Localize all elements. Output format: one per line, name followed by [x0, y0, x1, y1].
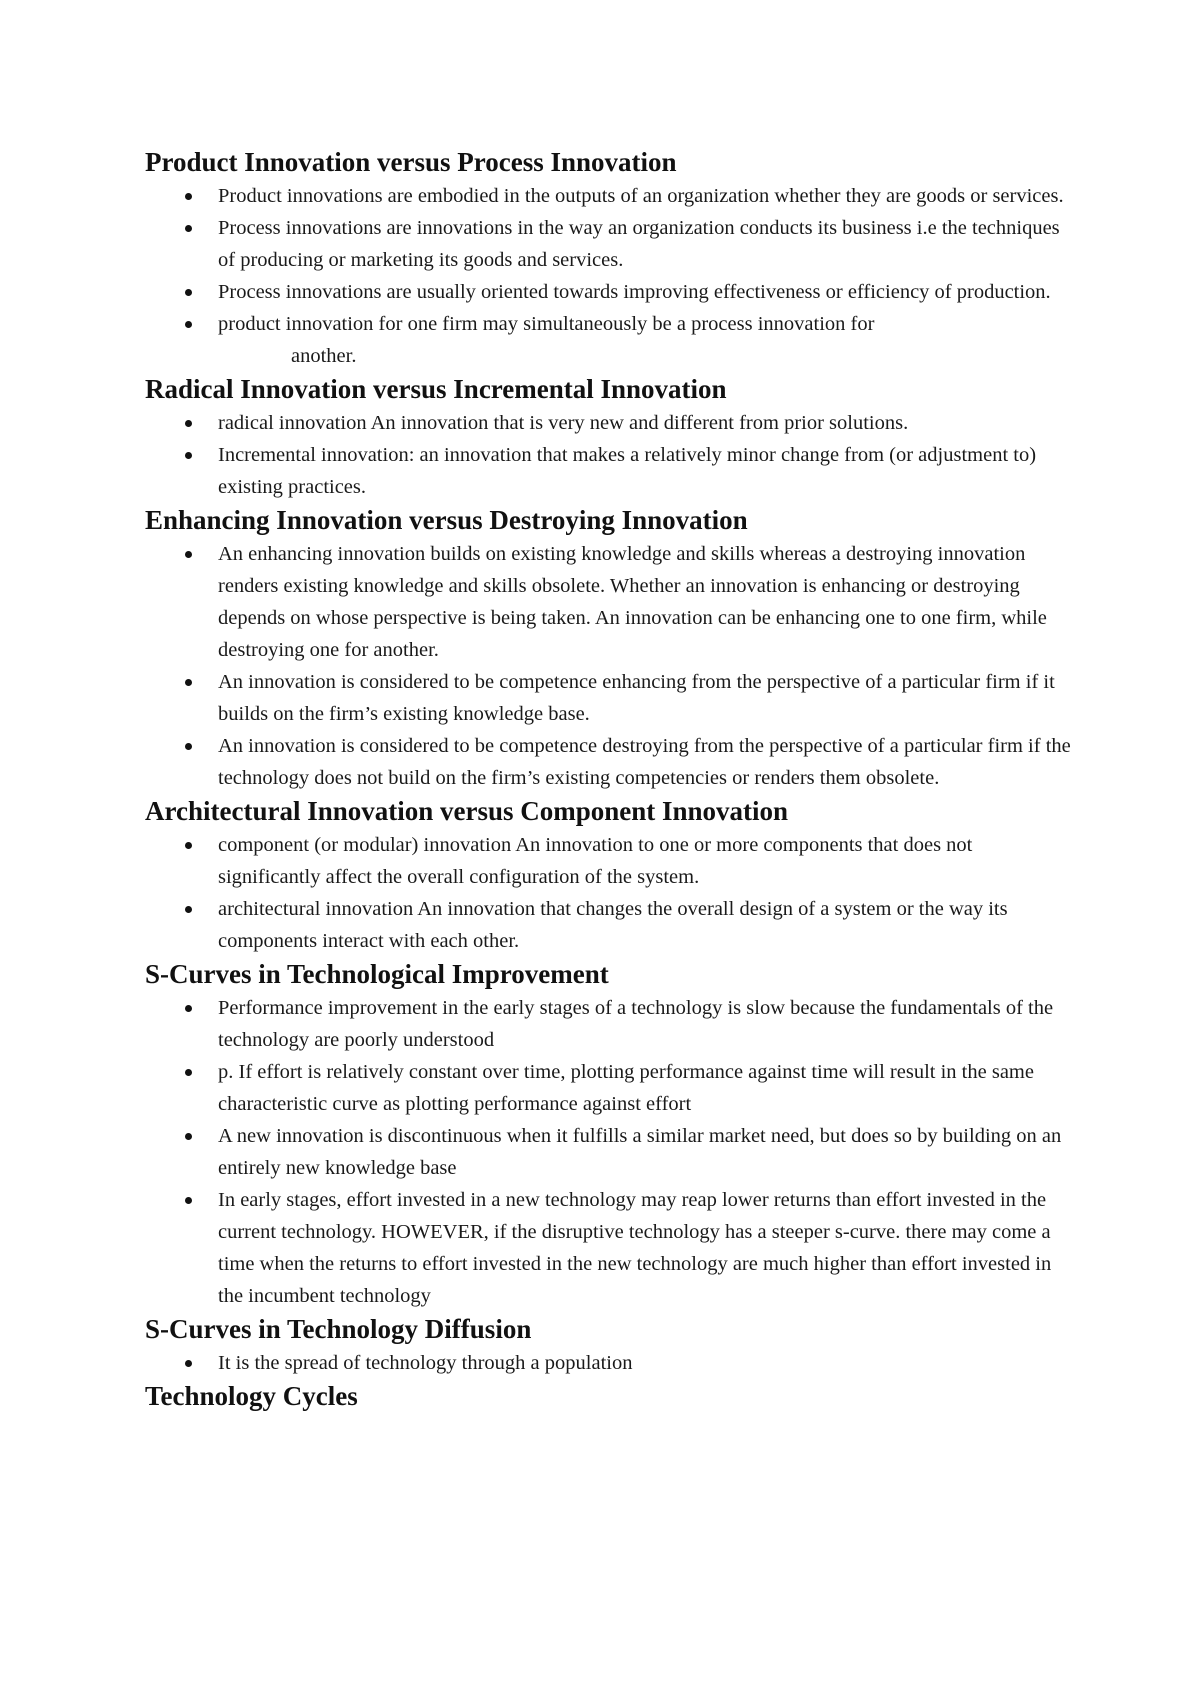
list-item	[145, 276, 1075, 308]
section-enhancing-vs-destroying	[145, 504, 1075, 794]
section-technology-cycles	[145, 1380, 1075, 1412]
list-item	[145, 538, 1075, 666]
list-item	[145, 1184, 1075, 1312]
list-item	[145, 180, 1075, 212]
section-s-curves-diffusion	[145, 1313, 1075, 1379]
list-item	[145, 992, 1075, 1056]
list-item	[145, 1347, 1075, 1379]
list-item-text: Performance improvement in the early stages of a technology is slow because the fundamentals of the technology are poorly understood	[218, 997, 1054, 1051]
list-item-text: A new innovation is discontinuous when it fulfills a similar market need, but does so by building on an entirely new knowledge base	[218, 1125, 1062, 1179]
list-item-text: In early stages, effort invested in a new technology may reap lower returns than effort invested in the current technology. HOWEVER, if the disruptive technology has a steeper s-curve. there may come a time when the returns to effort invested in the new technology are much higher than effort invested in the incumbent technology	[218, 1189, 1052, 1307]
list-item-text: architectural innovation An innovation that changes the overall design of a system or the way its components interact with each other.	[218, 898, 1008, 952]
section-heading: Radical Innovation versus Incremental Innovation	[145, 374, 727, 404]
section-s-curves-improvement	[145, 958, 1075, 1312]
list-item	[145, 829, 1075, 893]
list-item	[145, 666, 1075, 730]
bullet-list	[145, 992, 1075, 1312]
bullet-icon	[185, 1133, 192, 1140]
list-item	[145, 407, 1075, 439]
section-product-vs-process	[145, 146, 1075, 372]
bullet-list	[145, 829, 1075, 957]
list-item	[145, 212, 1075, 276]
bullet-icon	[185, 193, 192, 200]
bullet-list	[145, 407, 1075, 503]
section-heading: Technology Cycles	[145, 1381, 358, 1411]
bullet-icon	[185, 1005, 192, 1012]
bullet-list	[145, 1347, 1075, 1379]
list-item	[145, 730, 1075, 794]
bullet-icon	[185, 551, 192, 558]
list-item	[145, 893, 1075, 957]
bullet-list	[145, 180, 1075, 372]
section-architectural-vs-component	[145, 795, 1075, 957]
list-item-text: Process innovations are usually oriented towards improving effectiveness or efficiency of production.	[218, 281, 1051, 303]
bullet-icon	[185, 743, 192, 750]
bullet-icon	[185, 906, 192, 913]
list-item-text: An innovation is considered to be competence enhancing from the perspective of a particular firm if it builds on the firm’s existing knowledge base.	[218, 671, 1055, 725]
list-item-continuation: another.	[291, 345, 357, 367]
bullet-icon	[185, 225, 192, 232]
list-item-text: An enhancing innovation builds on existing knowledge and skills whereas a destroying innovation renders existing knowledge and skills obsolete. Whether an innovation is enhancing or destroying depends on whose perspective is being taken. An innovation can be enhancing one to one firm, while destroying one for another.	[218, 543, 1047, 661]
section-heading: Product Innovation versus Process Innovation	[145, 147, 677, 177]
list-item	[145, 308, 1075, 372]
bullet-list	[145, 538, 1075, 794]
bullet-icon	[185, 289, 192, 296]
list-item	[145, 439, 1075, 503]
list-item	[145, 1056, 1075, 1120]
section-heading: S-Curves in Technology Diffusion	[145, 1314, 532, 1344]
list-item-text: An innovation is considered to be competence destroying from the perspective of a particular firm if the technology does not build on the firm’s existing competencies or renders them obsolete.	[218, 735, 1071, 789]
bullet-icon	[185, 321, 192, 328]
list-item-text: component (or modular) innovation An innovation to one or more components that does not significantly affect the overall configuration of the system.	[218, 834, 973, 888]
list-item-text: Process innovations are innovations in the way an organization conducts its business i.e the techniques of producing or marketing its goods and services.	[218, 217, 1060, 271]
list-item-text: Incremental innovation: an innovation that makes a relatively minor change from (or adjustment to) existing practices.	[218, 444, 1037, 498]
bullet-icon	[185, 420, 192, 427]
bullet-icon	[185, 842, 192, 849]
section-heading: S-Curves in Technological Improvement	[145, 959, 609, 989]
bullet-icon	[185, 1069, 192, 1076]
bullet-icon	[185, 679, 192, 686]
section-radical-vs-incremental	[145, 373, 1075, 503]
list-item-text: product innovation for one firm may simultaneously be a process innovation for	[218, 313, 875, 335]
bullet-icon	[185, 1197, 192, 1204]
list-item-text: p. If effort is relatively constant over time, plotting performance against time will result in the same characteristic curve as plotting performance against effort	[218, 1061, 1034, 1115]
list-item-text: It is the spread of technology through a population	[218, 1352, 633, 1374]
document-body	[145, 146, 1075, 1414]
bullet-icon	[185, 1360, 192, 1367]
section-heading: Enhancing Innovation versus Destroying Innovation	[145, 505, 748, 535]
list-item-text: Product innovations are embodied in the outputs of an organization whether they are goods or services.	[218, 185, 1064, 207]
list-item-text: radical innovation An innovation that is very new and different from prior solutions.	[218, 412, 909, 434]
bullet-icon	[185, 452, 192, 459]
section-heading: Architectural Innovation versus Component Innovation	[145, 796, 789, 826]
list-item	[145, 1120, 1075, 1184]
